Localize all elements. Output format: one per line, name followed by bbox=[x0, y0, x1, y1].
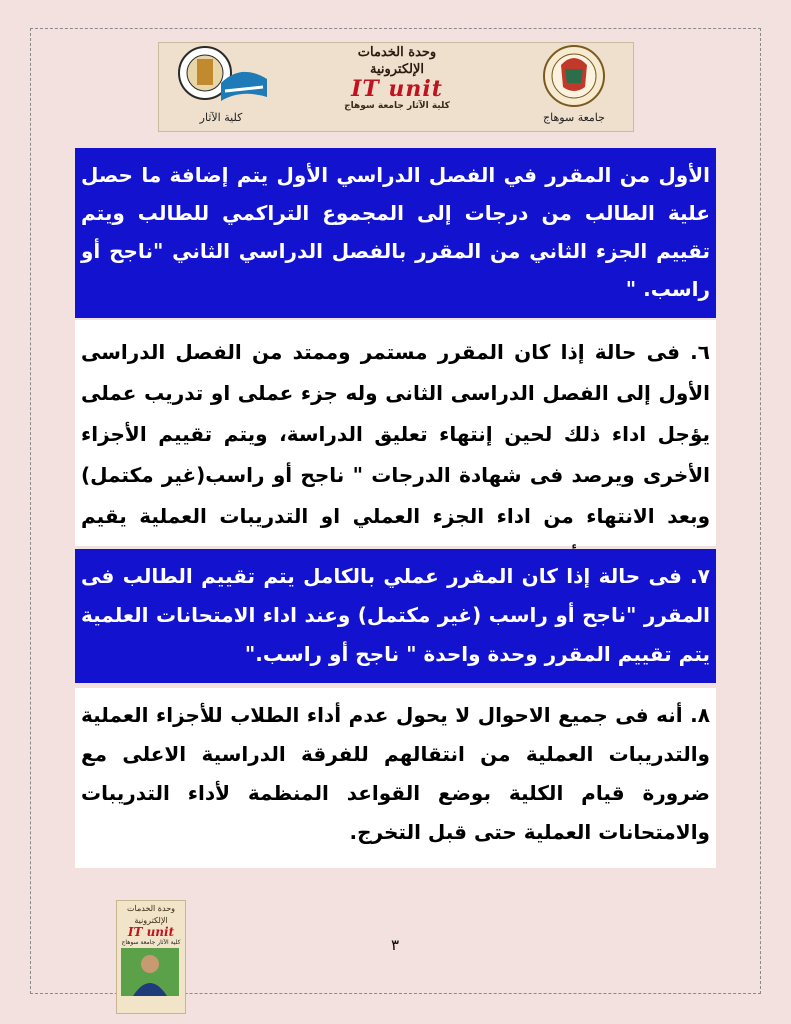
it-unit-logo bbox=[327, 43, 467, 131]
it-unit-logo-subtitle: كلية الآثار جامعة سوهاج bbox=[344, 101, 450, 111]
paragraph-item-8: ٨. أنه فى جميع الاحوال لا يحول عدم أداء الطلاب للأجزاء العملية والتدريبات العملية من انتقالهم للفرقة الدراسية الاعلى مع ضرورة قيام الكلية بوضع القواعد المنظمة لأداء التدريبات والامتحانات العملية حتى قبل التخرج. bbox=[75, 688, 716, 868]
footer-logo-title: IT unit bbox=[127, 925, 175, 939]
university-emblem-icon bbox=[539, 43, 609, 109]
it-unit-logo-line-1: وحدة الخدمات bbox=[357, 45, 437, 60]
footer-logo-line-1: وحدة الخدمات bbox=[126, 904, 176, 913]
it-unit-logo-title: IT unit bbox=[351, 76, 443, 102]
it-unit-logo-line-2: الإلكترونية bbox=[369, 62, 425, 77]
paragraph-continuation: الأول من المقرر في الفصل الدراسي الأول يتم إضافة ما حصل علية الطالب من درجات إلى المجموع التراكمي للطالب ويتم تقييم الجزء الثاني من المقرر بالفصل الدراسي الثاني "ناجح أو راسب. " bbox=[75, 148, 716, 318]
faculty-logo bbox=[163, 43, 279, 131]
footer-it-unit-logo bbox=[116, 900, 186, 1014]
faculty-emblem-icon bbox=[171, 43, 271, 109]
university-logo-caption: جامعة سوهاج bbox=[543, 111, 605, 124]
page-number: ٣ bbox=[390, 936, 400, 954]
university-logo bbox=[519, 43, 629, 131]
footer-photo-icon bbox=[117, 946, 183, 998]
paragraph-item-7: ٧. فى حالة إذا كان المقرر عملي بالكامل يتم تقييم الطالب فى المقرر "ناجح أو راسب (غير مكتمل) وعند اداء الامتحانات العلمية يتم تقييم المقرر وحدة واحدة " ناجح أو راسب." bbox=[75, 549, 716, 683]
paragraph-item-6: ٦. فى حالة إذا كان المقرر مستمر وممتد من الفصل الدراسى الأول إلى الفصل الدراسى الثانى وله جزء عملى او تدريب عملى يؤجل اداء ذلك لحين إنتهاء تعليق الدراسة، ويتم تقييم الأجزاء الأخرى ويرصد فى شهادة الدرجات " ناجح أو راسب(غير مكتمل) وبعد الانتهاء من اداء الجزء العملي او التدريبات العملية يقيم bbox=[75, 320, 716, 546]
header-banner bbox=[158, 42, 634, 132]
footer-logo-line-2: الإلكترونية bbox=[134, 916, 168, 925]
faculty-logo-caption: كلية الآثار bbox=[199, 111, 243, 124]
footer-logo-subtitle: كلية الآثار جامعة سوهاج bbox=[121, 939, 181, 946]
